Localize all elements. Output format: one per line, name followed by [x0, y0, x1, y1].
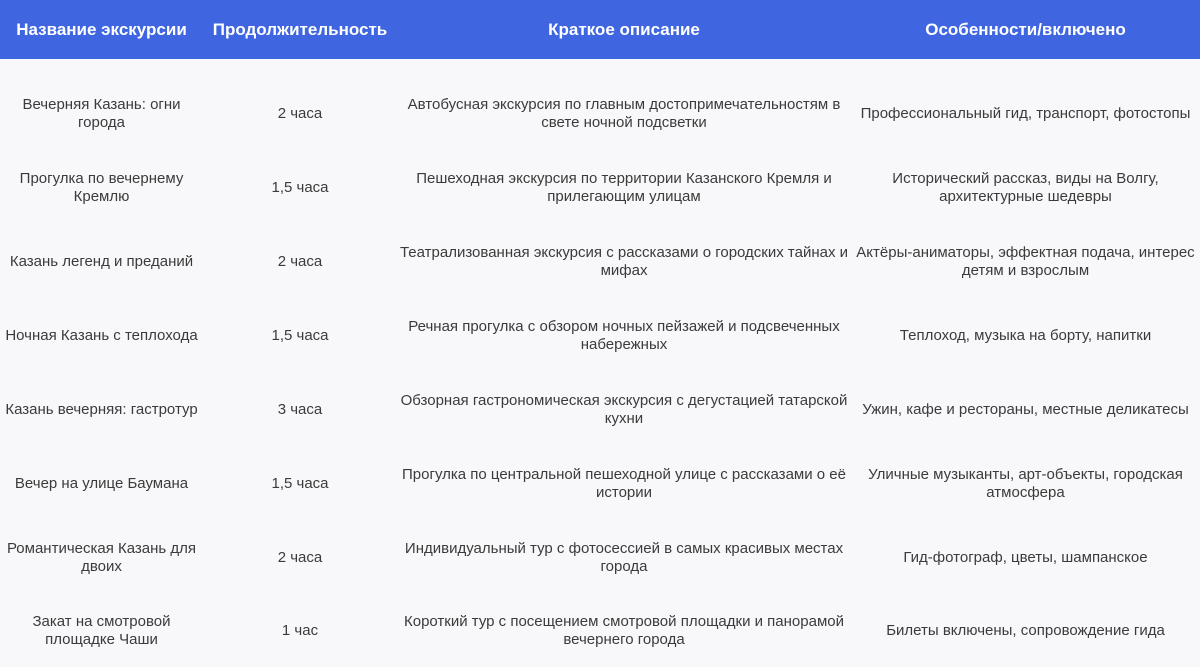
- cell-duration: 1,5 часа: [271, 327, 329, 344]
- header-duration: Продолжительность: [212, 19, 388, 39]
- cell-name: Казань легенд и преданий: [9, 253, 194, 270]
- cell-features: Актёры-аниматоры, эффектная подача, интерес детям и взрослым: [856, 244, 1195, 279]
- cell-duration: 2 часа: [277, 549, 323, 566]
- cell-features: Исторический рассказ, виды на Волгу, архитектурные шедевры: [892, 170, 1159, 205]
- table-row: [0, 151, 1200, 225]
- cell-duration: 2 часа: [277, 105, 323, 122]
- table-row: [0, 77, 1200, 151]
- cell-name: Вечер на улице Баумана: [14, 475, 189, 492]
- table-header: [0, 0, 1200, 59]
- cell-features: Гид-фотограф, цветы, шампанское: [903, 549, 1148, 566]
- cell-duration: 2 часа: [277, 253, 323, 270]
- table-row: [0, 594, 1200, 667]
- cell-description: Обзорная гастрономическая экскурсия с дегустацией татарской кухни: [400, 392, 848, 427]
- cell-features: Теплоход, музыка на борту, напитки: [899, 327, 1152, 344]
- header-name: Название экскурсии: [16, 19, 187, 39]
- cell-description: Пешеходная экскурсия по территории Казанского Кремля и прилегающим улицам: [416, 170, 832, 205]
- cell-duration: 3 часа: [277, 401, 323, 418]
- table-row: [0, 373, 1200, 447]
- cell-description: Театрализованная экскурсия с рассказами о городских тайнах и мифах: [399, 244, 848, 279]
- cell-duration: 1 час: [281, 622, 319, 639]
- cell-features: Билеты включены, сопровождение гида: [886, 622, 1165, 639]
- cell-description: Автобусная экскурсия по главным достопримечательностям в свете ночной подсветки: [407, 96, 841, 131]
- cell-duration: 1,5 часа: [271, 475, 329, 492]
- header-features: Особенности/включено: [925, 19, 1126, 39]
- header-description: Краткое описание: [548, 19, 700, 39]
- cell-name: Ночная Казань с теплохода: [5, 327, 198, 344]
- cell-name: Вечерняя Казань: огни города: [22, 96, 181, 131]
- table-row: [0, 299, 1200, 373]
- cell-duration: 1,5 часа: [271, 179, 329, 196]
- cell-features: Ужин, кафе и рестораны, местные деликатесы: [862, 401, 1189, 418]
- cell-name: Прогулка по вечернему Кремлю: [19, 170, 184, 205]
- cell-description: Речная прогулка с обзором ночных пейзажей и подсвеченных набережных: [408, 318, 840, 353]
- cell-name: Романтическая Казань для двоих: [6, 540, 197, 575]
- cell-name: Казань вечерняя: гастротур: [5, 401, 198, 418]
- table-row: [0, 225, 1200, 299]
- cell-description: Прогулка по центральной пешеходной улице с рассказами о её истории: [402, 466, 846, 501]
- cell-description: Короткий тур с посещением смотровой площадки и панорамой вечернего города: [403, 613, 844, 648]
- table-row: [0, 521, 1200, 595]
- table-row: [0, 447, 1200, 521]
- cell-features: Уличные музыканты, арт-объекты, городская атмосфера: [868, 466, 1183, 501]
- cell-name: Закат на смотровой площадке Чаши: [32, 613, 171, 648]
- cell-features: Профессиональный гид, транспорт, фотостопы: [860, 105, 1191, 122]
- cell-description: Индивидуальный тур с фотосессией в самых красивых местах города: [404, 540, 844, 575]
